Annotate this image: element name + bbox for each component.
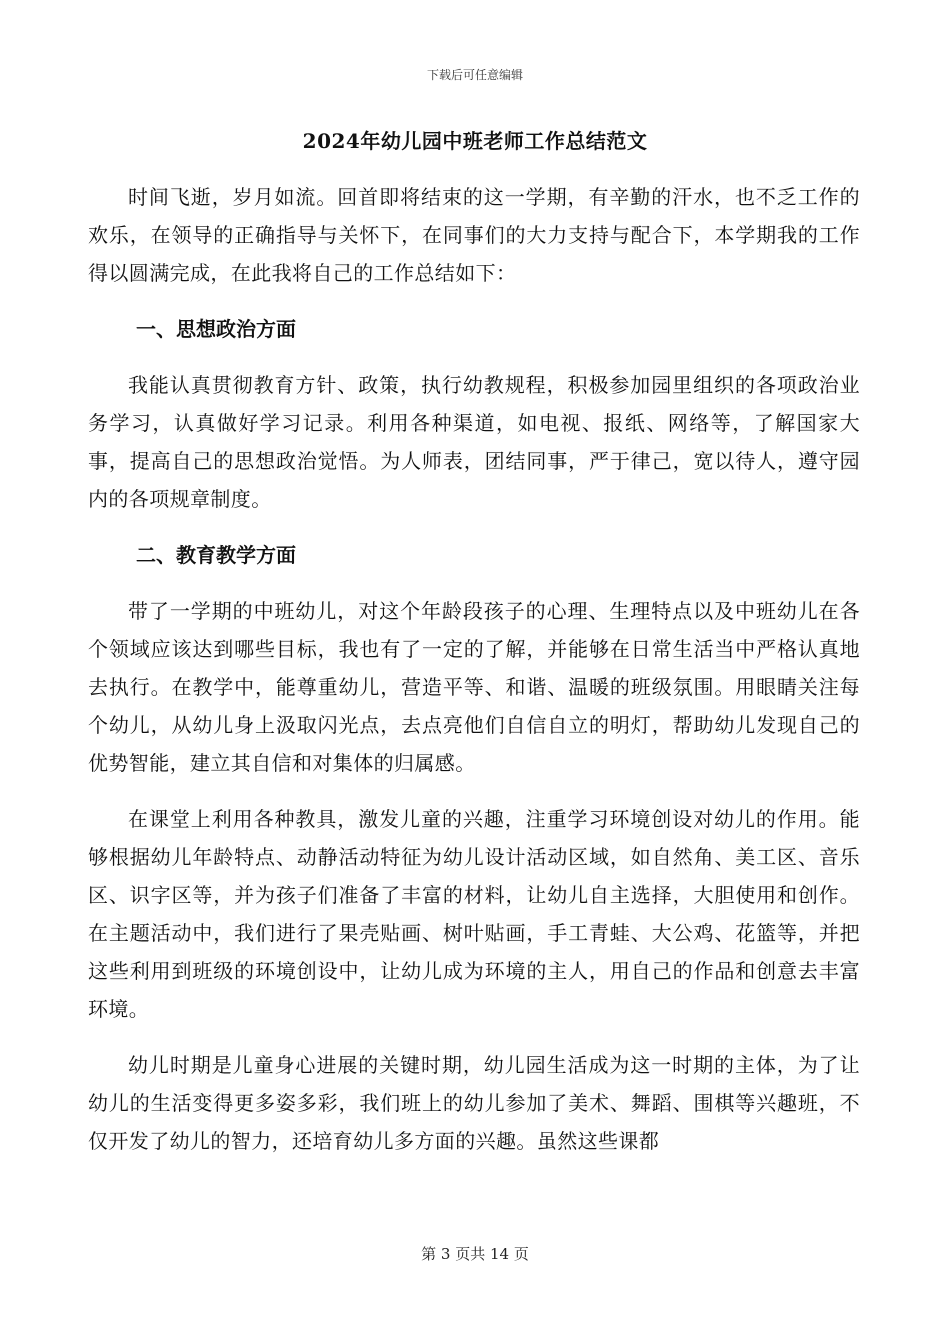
paragraph-ideology: 我能认真贯彻教育方针、政策，执行幼教规程，积极参加园里组织的各项政治业务学习，认真做好学习记录。利用各种渠道，如电视、报纸、网络等，了解国家大事，提高自己的思想政治觉悟。为人师表，团结同事，严于律己，宽以待人，遵守园内的各项规章制度。 bbox=[88, 373, 860, 511]
section-heading-teaching: 二、教育教学方面 bbox=[136, 543, 296, 567]
section-heading-ideology: 一、思想政治方面 bbox=[136, 317, 296, 341]
paragraph-teaching-3: 幼儿时期是儿童身心进展的关键时期，幼儿园生活成为这一时期的主体，为了让幼儿的生活变得更多姿多彩，我们班上的幼儿参加了美术、舞蹈、围棋等兴趣班，不仅开发了幼儿的智力，还培育幼儿多方面的兴趣。虽然这些课都 bbox=[88, 1053, 860, 1153]
document-title: 2024年幼儿园中班老师工作总结范文 bbox=[302, 129, 648, 153]
page-number: 第 3 页共 14 页 bbox=[421, 1245, 529, 1263]
paragraph-intro: 时间飞逝，岁月如流。回首即将结束的这一学期，有辛勤的汗水，也不乏工作的欢乐，在领导的正确指导与关怀下，在同事们的大力支持与配合下，本学期我的工作得以圆满完成，在此我将自己的工作总结如下： bbox=[88, 185, 860, 285]
document-body bbox=[88, 178, 860, 1178]
paragraph-teaching-1: 带了一学期的中班幼儿，对这个年龄段孩子的心理、生理特点以及中班幼儿在各个领域应该达到哪些目标，我也有了一定的了解，并能够在日常生活当中严格认真地去执行。在教学中，能尊重幼儿，营造平等、和谐、温暖的班级氛围。用眼睛关注每个幼儿，从幼儿身上汲取闪光点，去点亮他们自信自立的明灯，帮助幼儿发现自己的优势智能，建立其自信和对集体的归属感。 bbox=[88, 599, 860, 775]
paragraph-teaching-2: 在课堂上利用各种教具，激发儿童的兴趣，注重学习环境创设对幼儿的作用。能够根据幼儿年龄特点、动静活动特征为幼儿设计活动区域，如自然角、美工区、音乐区、识字区等，并为孩子们准备了丰富的材料，让幼儿自主选择，大胆使用和创作。在主题活动中，我们进行了果壳贴画、树叶贴画，手工青蛙、大公鸡、花篮等，并把这些利用到班级的环境创设中，让幼儿成为环境的主人，用自己的作品和创意去丰富环境。 bbox=[88, 807, 860, 1021]
page-header-note: 下载后可任意编辑 bbox=[426, 68, 523, 82]
